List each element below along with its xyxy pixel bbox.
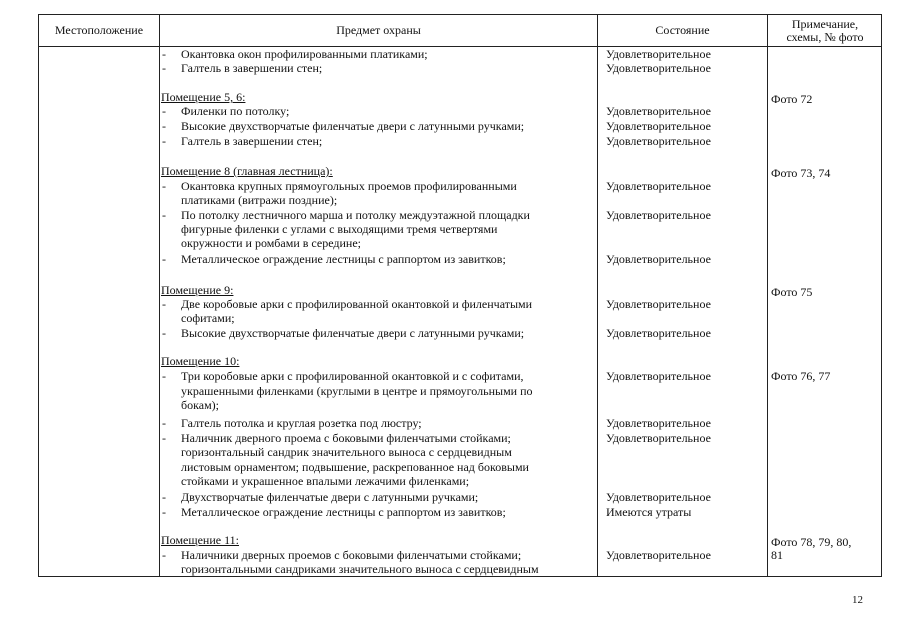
protected-item-line: платиками (витражи поздние); <box>181 193 338 207</box>
protected-item-line: Высокие двухстворчатые филенчатые двери с латунными ручками; <box>181 119 525 133</box>
state-cell: Удовлетворительное <box>606 134 711 148</box>
protected-item-line: Галтель в завершении стен; <box>181 134 323 148</box>
bullet-dash: - <box>162 61 166 75</box>
header-location: Местоположение <box>54 23 144 37</box>
state-cell: Удовлетворительное <box>606 297 711 311</box>
state-cell: Удовлетворительное <box>606 548 711 562</box>
bullet-dash: - <box>162 134 166 148</box>
protected-item-line: листовым орнаментом; подвышение, раскрепованное над боковыми <box>181 460 529 474</box>
column-divider <box>159 15 160 576</box>
room-header: Помещение 11: <box>161 533 239 547</box>
protected-item-line: бокам); <box>181 398 220 412</box>
room-header: Помещение 5, 6: <box>161 90 246 104</box>
state-cell: Удовлетворительное <box>606 119 711 133</box>
bullet-dash: - <box>162 548 166 562</box>
header-state: Состояние <box>655 23 710 37</box>
bullet-dash: - <box>162 416 166 430</box>
protected-item-line: Две коробовые арки с профилированной окантовкой и филенчатыми <box>181 297 533 311</box>
protected-item-line: Окантовка окон профилированными платиками; <box>181 47 428 61</box>
state-cell: Удовлетворительное <box>606 179 711 193</box>
state-cell: Удовлетворительное <box>606 490 711 504</box>
state-cell: Удовлетворительное <box>606 47 711 61</box>
protected-item-line: украшенными филенками (круглыми в центре и прямоугольными по <box>181 384 533 398</box>
bullet-dash: - <box>162 326 166 340</box>
state-cell: Удовлетворительное <box>606 104 711 118</box>
column-divider <box>767 15 768 576</box>
protected-item-line: Окантовка крупных прямоугольных проемов профилированными <box>181 179 517 193</box>
bullet-dash: - <box>162 369 166 383</box>
room-header: Помещение 9: <box>161 283 234 297</box>
header-note <box>768 15 882 46</box>
protected-item-line: Три коробовые арки с профилированной окантовкой и с софитами, <box>181 369 524 383</box>
protected-item-line: Наличник дверного проема с боковыми филенчатыми стойками; <box>181 431 511 445</box>
photo-note: Фото 76, 77 <box>771 369 831 383</box>
room-header: Помещение 10: <box>161 354 240 368</box>
header-subject: Предмет охраны <box>336 23 421 37</box>
protected-item-line: софитами; <box>181 311 235 325</box>
state-cell: Удовлетворительное <box>606 326 711 340</box>
photo-note: Фото 78, 79, 80, <box>771 535 852 549</box>
state-cell: Удовлетворительное <box>606 369 711 383</box>
header-note-line2: схемы, № фото <box>786 29 864 44</box>
header-note-line1: Примечание, <box>791 16 859 31</box>
state-cell: Удовлетворительное <box>606 416 711 430</box>
state-cell: Имеются утраты <box>606 505 692 519</box>
state-cell: Удовлетворительное <box>606 252 711 266</box>
bullet-dash: - <box>162 297 166 311</box>
protected-item-line: По потолку лестничного марша и потолку междуэтажной площадки <box>181 208 530 222</box>
room-header: Помещение 8 (главная лестница): <box>161 164 333 178</box>
protected-item-line: горизонтальный сандрик значительного выноса с сердцевидным <box>181 445 512 459</box>
photo-note: 81 <box>771 548 783 562</box>
protected-item-line: Высокие двухстворчатые филенчатые двери с латунными ручками; <box>181 326 525 340</box>
protected-item-line: Двухстворчатые филенчатые двери с латунными ручками; <box>181 490 479 504</box>
state-cell: Удовлетворительное <box>606 61 711 75</box>
protected-item-line: Наличники дверных проемов с боковыми филенчатыми стойками; <box>181 548 522 562</box>
bullet-dash: - <box>162 252 166 266</box>
bullet-dash: - <box>162 119 166 133</box>
protected-item-line: Металлическое ограждение лестницы с раппортом из завитков; <box>181 505 506 519</box>
protected-item-line: Филенки по потолку; <box>181 104 290 118</box>
bullet-dash: - <box>162 208 166 222</box>
bullet-dash: - <box>162 505 166 519</box>
bullet-dash: - <box>162 47 166 61</box>
protected-item-line: Металлическое ограждение лестницы с раппортом из завитков; <box>181 252 506 266</box>
protected-item-line: Галтель потолка и круглая розетка под люстру; <box>181 416 422 430</box>
column-divider <box>597 15 598 576</box>
protected-item-line: Галтель в завершении стен; <box>181 61 323 75</box>
protected-item-line: фигурные филенки с углами с выходящими тремя четвертями <box>181 222 498 236</box>
bullet-dash: - <box>162 490 166 504</box>
bullet-dash: - <box>162 431 166 445</box>
bullet-dash: - <box>162 179 166 193</box>
page-number: 12 <box>852 594 863 606</box>
protected-item-line: стойками и украшенное впалыми лежачими филенками; <box>181 474 470 488</box>
photo-note: Фото 72 <box>771 92 813 106</box>
photo-note: Фото 75 <box>771 285 813 299</box>
bullet-dash: - <box>162 104 166 118</box>
state-cell: Удовлетворительное <box>606 431 711 445</box>
state-cell: Удовлетворительное <box>606 208 711 222</box>
protected-item-line: горизонтальными сандриками значительного выноса с сердцевидным <box>181 562 539 576</box>
protected-item-line: окружности и ромбами в середине; <box>181 236 361 250</box>
photo-note: Фото 73, 74 <box>771 166 831 180</box>
